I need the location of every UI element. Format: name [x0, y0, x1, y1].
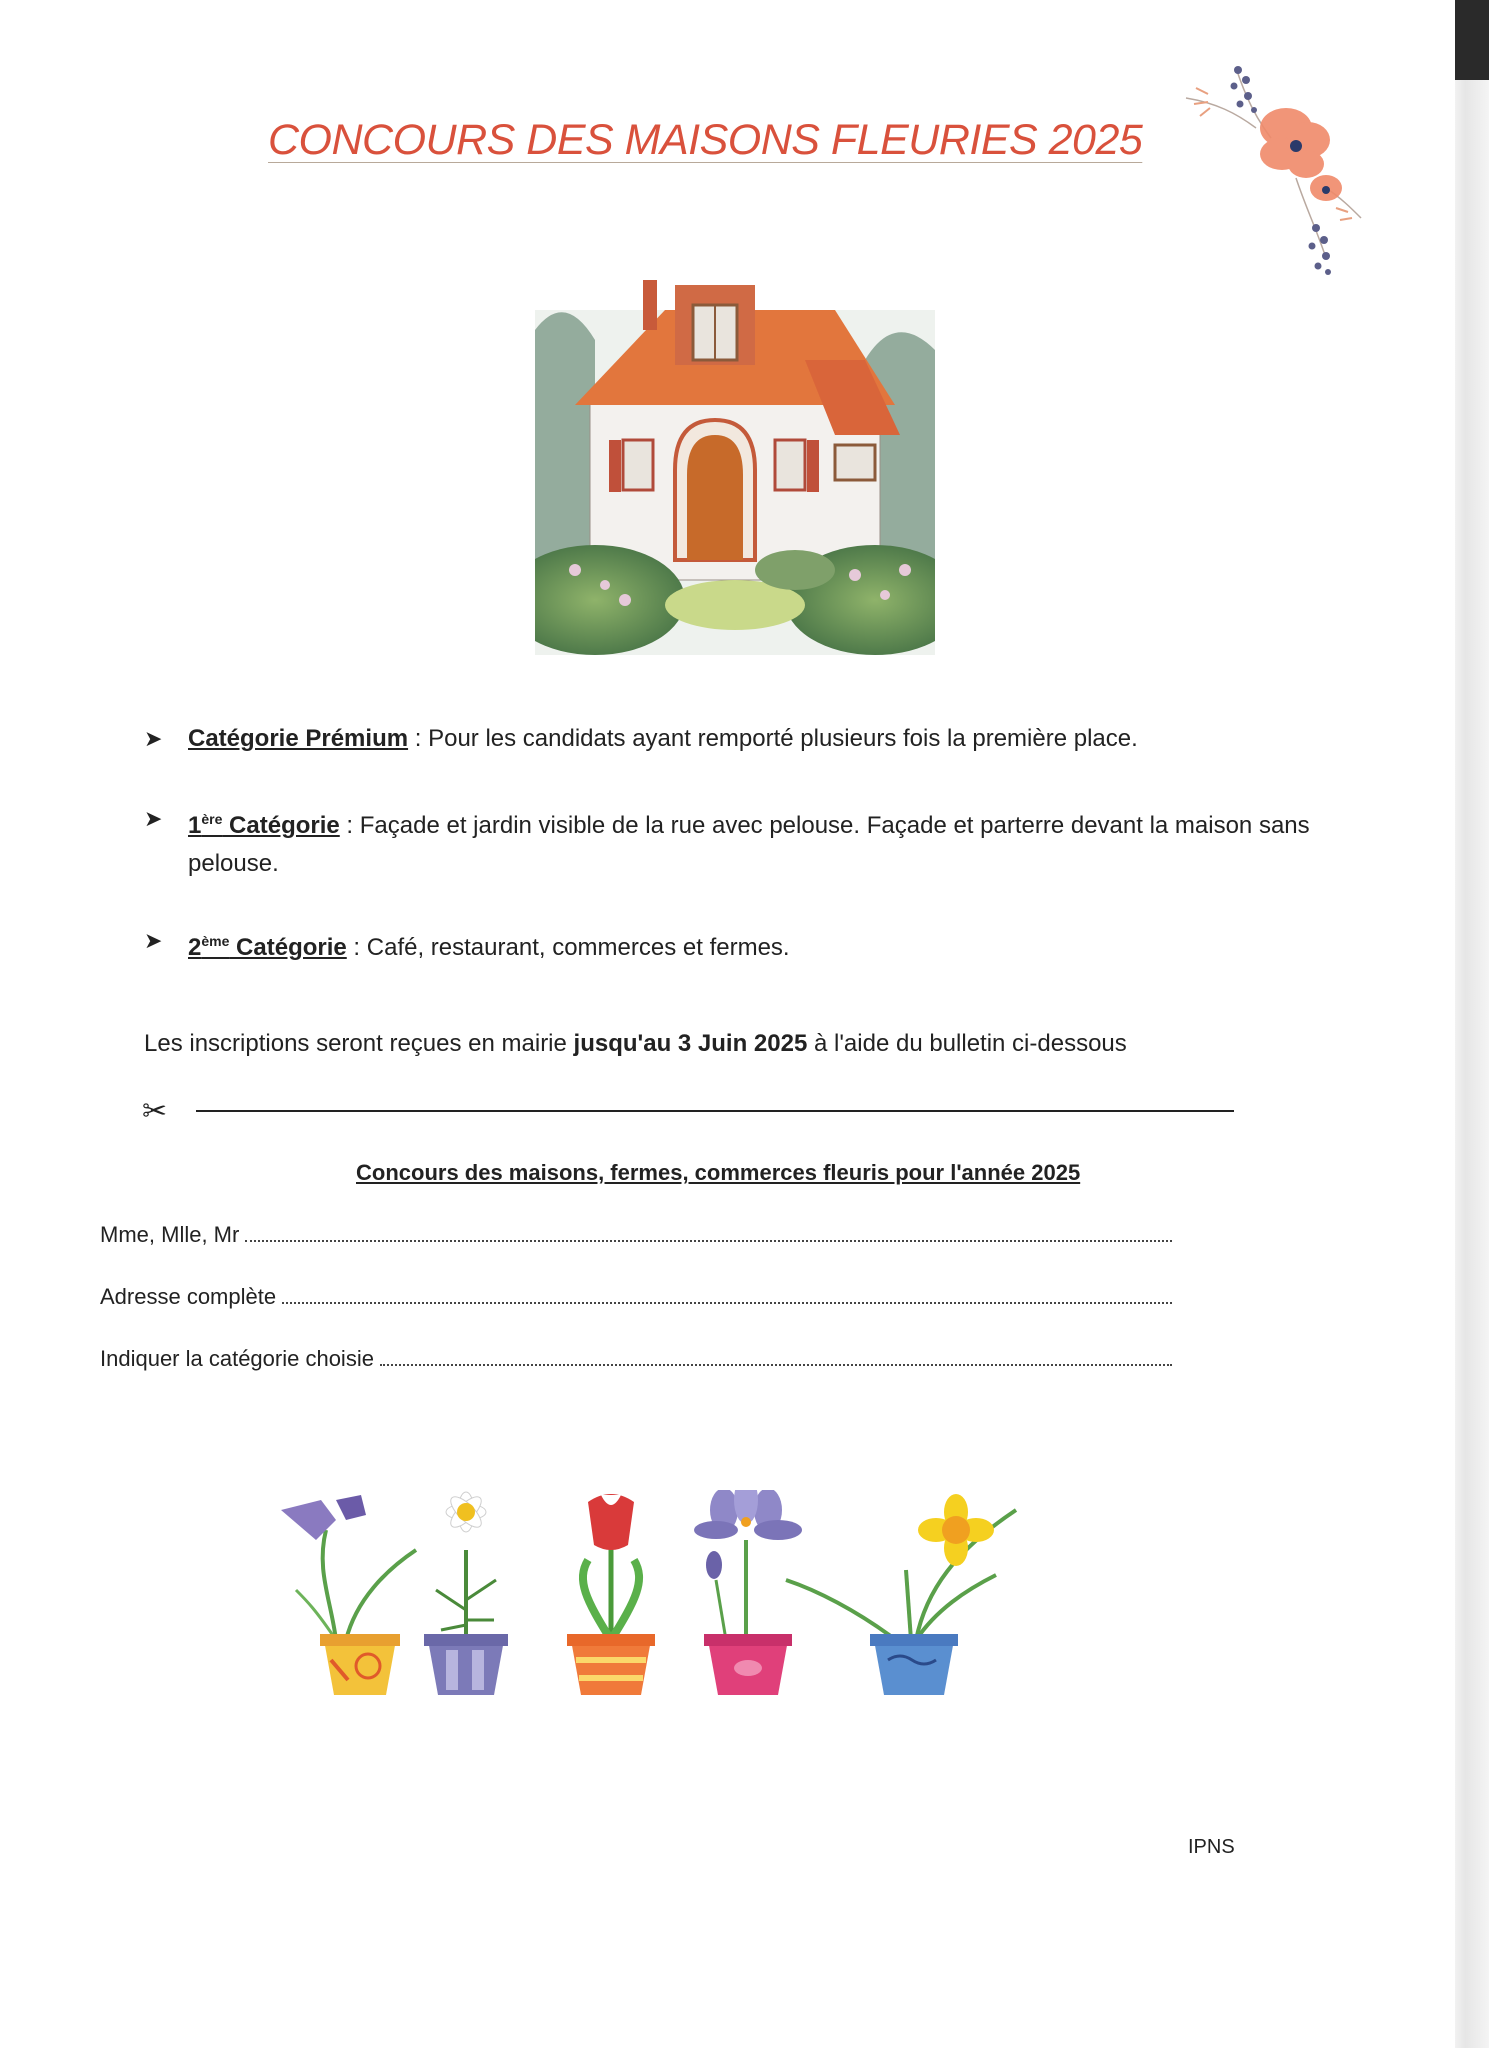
deadline-date: jusqu'au 3 Juin 2025: [573, 1030, 808, 1057]
footer-ipns: IPNS: [1188, 1836, 1235, 1858]
category-name: Catégorie: [229, 934, 347, 961]
registration-deadline: Les inscriptions seront reçues en mairie jusqu'au 3 Juin 2025 à l'aide du bulletin ci-dessous: [144, 1030, 1127, 1057]
address-field-line[interactable]: [282, 1284, 1172, 1304]
category-description: : Façade et jardin visible de la rue avec pelouse. Façade et parterre devant la maison sans pelouse.: [188, 812, 1310, 877]
corner-flowers-illustration: [1176, 58, 1366, 288]
cottage-illustration: [535, 270, 935, 655]
category-field[interactable]: [100, 1346, 1172, 1372]
arrow-bullet-icon: ➤: [144, 726, 163, 751]
category-name: Catégorie Prémium: [188, 725, 409, 752]
arrow-bullet-icon: ➤: [144, 928, 163, 953]
category-field-line[interactable]: [380, 1346, 1172, 1366]
category-number: 2: [188, 934, 202, 961]
cut-line: [196, 1110, 1234, 1112]
form-title: Concours des maisons, fermes, commerces fleuris pour l'année 2025: [356, 1160, 1081, 1185]
category-field-label: Indiquer la catégorie choisie: [100, 1346, 374, 1371]
category-description: : Café, restaurant, commerces et fermes.: [346, 934, 790, 961]
arrow-bullet-icon: ➤: [144, 806, 163, 831]
name-field[interactable]: [100, 1222, 1172, 1248]
category-ordinal: ère: [201, 811, 223, 827]
bellflower-pot: [281, 1495, 416, 1695]
tulip-pot: [567, 1494, 655, 1695]
daisy-pot: [424, 1492, 508, 1695]
crocus-pot: [694, 1490, 802, 1695]
name-field-line[interactable]: [245, 1222, 1172, 1242]
category-name: Catégorie: [222, 812, 340, 839]
flower-pots-illustration: [276, 1490, 1076, 1710]
address-field[interactable]: [100, 1284, 1172, 1310]
page-edge-shadow: [1455, 0, 1489, 80]
category-ordinal: ème: [201, 933, 230, 949]
category-number: 1: [188, 812, 202, 839]
category-description: : Pour les candidats ayant remporté plusieurs fois la première place.: [408, 725, 1138, 752]
page-title: CONCOURS DES MAISONS FLEURIES 2025: [268, 116, 1143, 164]
daffodil-pot: [786, 1494, 1016, 1695]
address-field-label: Adresse complète: [100, 1284, 277, 1309]
name-field-label: Mme, Mlle, Mr: [100, 1222, 240, 1247]
scissors-icon: ✂: [142, 1095, 168, 1128]
page-edge: [1455, 0, 1489, 2048]
